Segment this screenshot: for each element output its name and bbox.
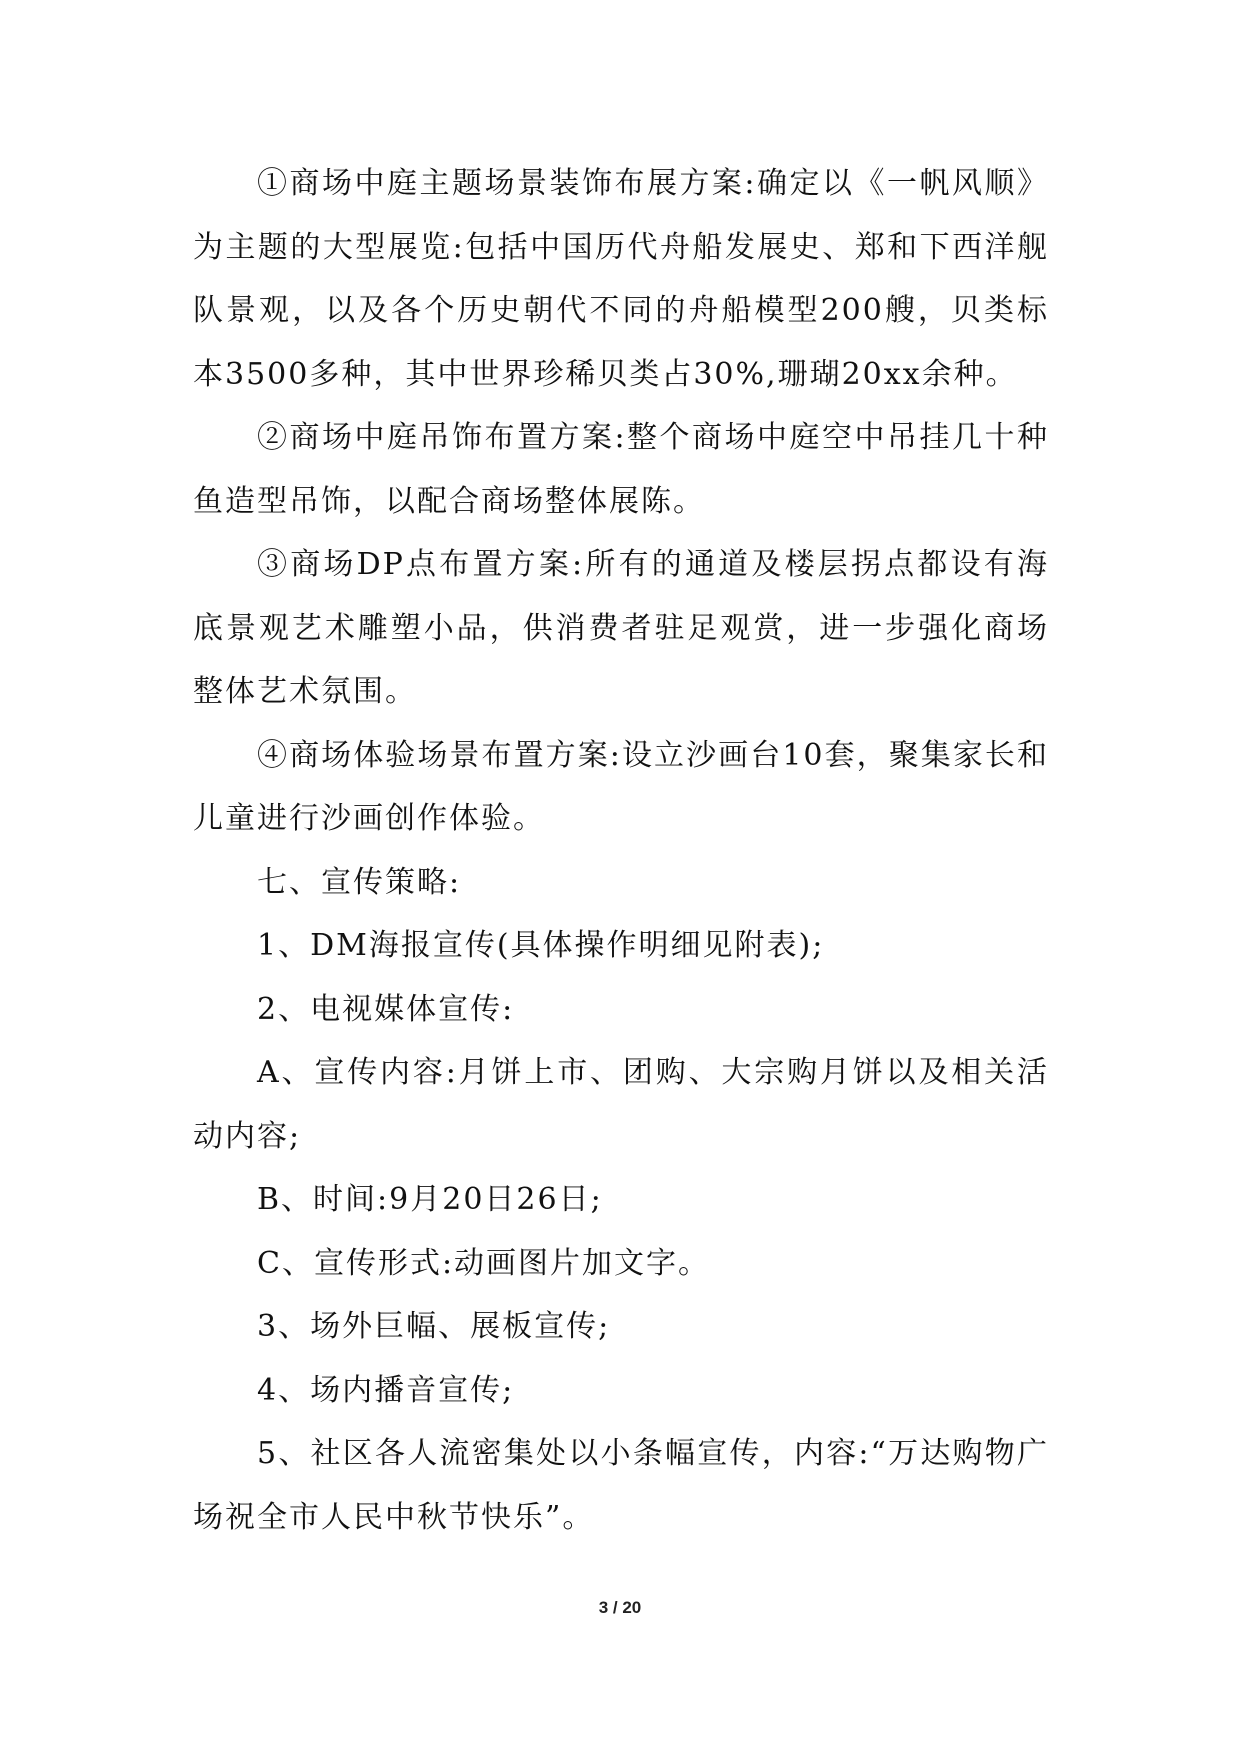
list-item-dm-poster: 1、DM海报宣传(具体操作明细见附表); <box>257 928 825 963</box>
paragraph-exhibition-plan: ①商场中庭主题场景装饰布展方案:确定以《一帆风顺》为主题的大型展览:包括中国历代舟船发展史、郑和下西洋舰队景观，以及各个历史朝代不同的舟船模型200艘，贝类标本3500多种，其中世界珍稀贝类占30%,珊瑚20xx余种。 <box>193 166 1049 392</box>
sub-item-time: B、时间:9月20日26日; <box>257 1182 603 1217</box>
page-number: 3 / 20 <box>598 1598 642 1617</box>
list-item-indoor-broadcast: 4、场内播音宣传; <box>257 1372 515 1408</box>
list-item-outdoor-banner: 3、场外巨幅、展板宣传; <box>257 1309 611 1344</box>
paragraph-hanging-decor-plan: ②商场中庭吊饰布置方案:整个商场中庭空中吊挂几十种鱼造型吊饰，以配合商场整体展陈。 <box>193 420 1049 519</box>
list-item-community-banner: 5、社区各人流密集处以小条幅宣传，内容:“万达购物广场祝全市人民中秋节快乐”。 <box>193 1436 1049 1535</box>
section-heading-promotion: 七、宣传策略: <box>257 864 462 900</box>
paragraph-dp-point-plan: ③商场DP点布置方案:所有的通道及楼层拐点都设有海底景观艺术雕塑小品，供消费者驻足观赏，进一步强化商场整体艺术氛围。 <box>193 547 1049 709</box>
sub-item-format: C、宣传形式:动画图片加文字。 <box>257 1245 711 1281</box>
paragraph-experience-plan: ④商场体验场景布置方案:设立沙画台10套，聚集家长和儿童进行沙画创作体验。 <box>193 737 1049 836</box>
document-body <box>193 152 1049 1549</box>
list-item-tv-media: 2、电视媒体宣传: <box>257 991 515 1027</box>
sub-item-content: A、宣传内容:月饼上市、团购、大宗购月饼以及相关活动内容; <box>193 1055 1049 1154</box>
